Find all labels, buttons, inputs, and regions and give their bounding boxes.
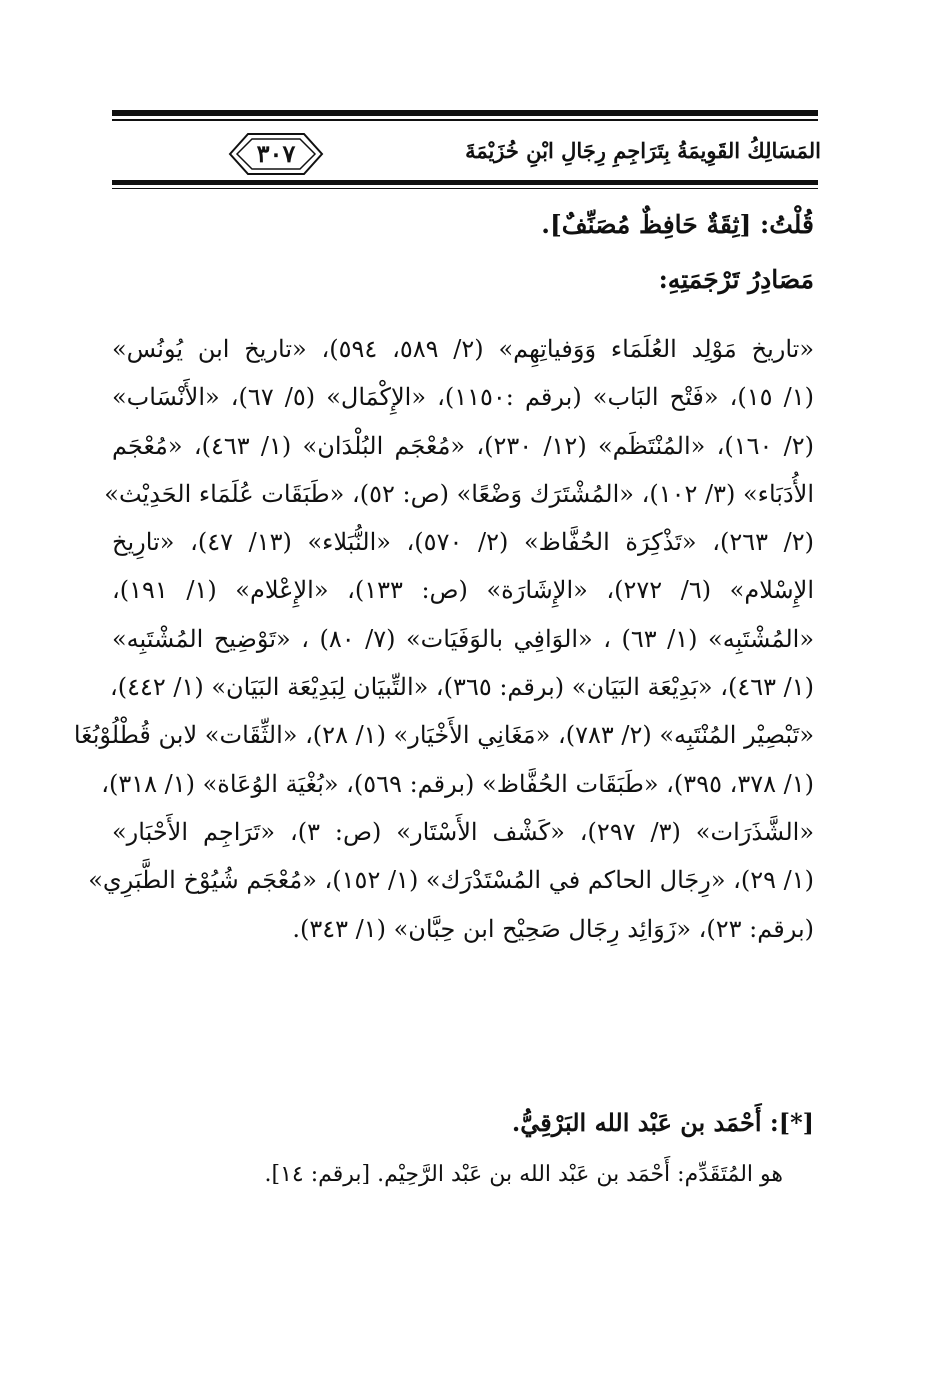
next-entry-title: [*]: أَحْمَد بن عَبْد الله البَرْقِيُّ. — [511, 1108, 814, 1137]
sources-line: «تَبْصِيْر المُنْتَبِه» (٢/ ٧٨٣)، «مَغَانِي الأَخْيَار» (١/ ٢٨)، «الثِّقَات» لابن قُطْلُوْبُغَا — [73, 721, 814, 750]
sources-line: «المُشْتَبِه» (١/ ٦٣) ، «الوَافِي بالوَفَيَات» (٧/ ٨٠) ، «تَوْضِيح المُشْتَبِه» — [112, 624, 815, 653]
sources-line: (١/ ٢٩)، «رِجَال الحاكم في المُسْتَدْرَك» (١/ ١٥٢)، «مُعْجَم شُيُوْخ الطَّبَرِي» — [88, 866, 814, 895]
sources-line: (١/ ٣٧٨، ٣٩٥)، «طَبَقَات الحُفَّاظ» (برقم: ٥٦٩)، «بُغْيَة الوُعَاة» (١/ ٣١٨)، — [101, 769, 814, 798]
sources-line: (١/ ٤٦٣)، «بَدِيْعَة البَيَان» (برقم: ٣٦٥)، «التِّبيَان لِبَدِيْعَة البَيَان» (١/ ٤٤٢)، — [109, 673, 814, 702]
verdict-line: قُلْتُ: [ثِقَةٌ حَافِظٌ مُصَنِّفٌ]. — [541, 210, 814, 239]
header-rule-bottom-thick — [112, 180, 818, 185]
header-rule-bottom-thin — [112, 188, 818, 189]
next-entry-note: هو المُتَقَدِّم: أَحْمَد بن عَبْد الله بن عَبْد الرَّحِيْم. [برقم: ١٤]. — [264, 1162, 783, 1187]
sources-line: (١/ ١٥)، «فَتْح البَاب» (برقم :١١٥٠)، «الإِكْمَال» (٥/ ٦٧)، «الأَنْسَاب» — [112, 383, 815, 412]
sources-line: (٢/ ٢٦٣)، «تَذْكِرَة الحُفَّاظ» (٢/ ٥٧٠)، «النُّبَلاء» (١٣/ ٤٧)، «تارِيخ — [112, 528, 815, 557]
sources-line: (برقم: ٢٣)، «زَوَائِد رِجَال صَحِيْح ابن حِبَّان» (١/ ٣٤٣). — [292, 914, 814, 943]
sources-heading: مَصَادِرُ تَرْجَمَتِهِ: — [658, 265, 814, 294]
sources-line: الأُدَبَاء» (٣/ ١٠٢)، «المُشْتَرَك وَضْعًا» (ص: ٥٢)، «طَبَقَات عُلَمَاء الحَدِيْث» — [104, 479, 814, 508]
page-number: ٣٠٧ — [256, 139, 296, 168]
running-header-title: المَسَالِكُ القَوِيمَةُ بِتَرَاجِمِ رِجَالِ ابْنِ خُزَيْمَةَ — [465, 138, 821, 163]
page-number-badge — [228, 130, 324, 178]
sources-line: الإِسْلام» (٦/ ٢٧٢)، «الإِشَارَة» (ص: ١٣٣)، «الإِعْلام» (١/ ١٩١)، — [112, 576, 815, 605]
sources-paragraph — [73, 325, 815, 953]
sources-line: «تاريخ مَوْلِد العُلَمَاء وَوَفياتِهِم» (٢/ ٥٨٩، ٥٩٤)، «تاريخ ابن يُونُس» — [112, 335, 815, 363]
header-rule-top-thin — [112, 119, 818, 121]
sources-line: «الشَّذَرَات» (٣/ ٢٩٧)، «كَشْف الأَسْتَار» (ص: ٣)، «تَرَاجِم الأَحْبَار» — [112, 817, 814, 846]
header-rule-top-thick — [112, 110, 818, 116]
sources-line: (٢/ ١٦٠)، «المُنْتَظَم» (١٢/ ٢٣٠)، «مُعْجَم البُلْدَان» (١/ ٤٦٣)، «مُعْجَم — [112, 431, 814, 460]
